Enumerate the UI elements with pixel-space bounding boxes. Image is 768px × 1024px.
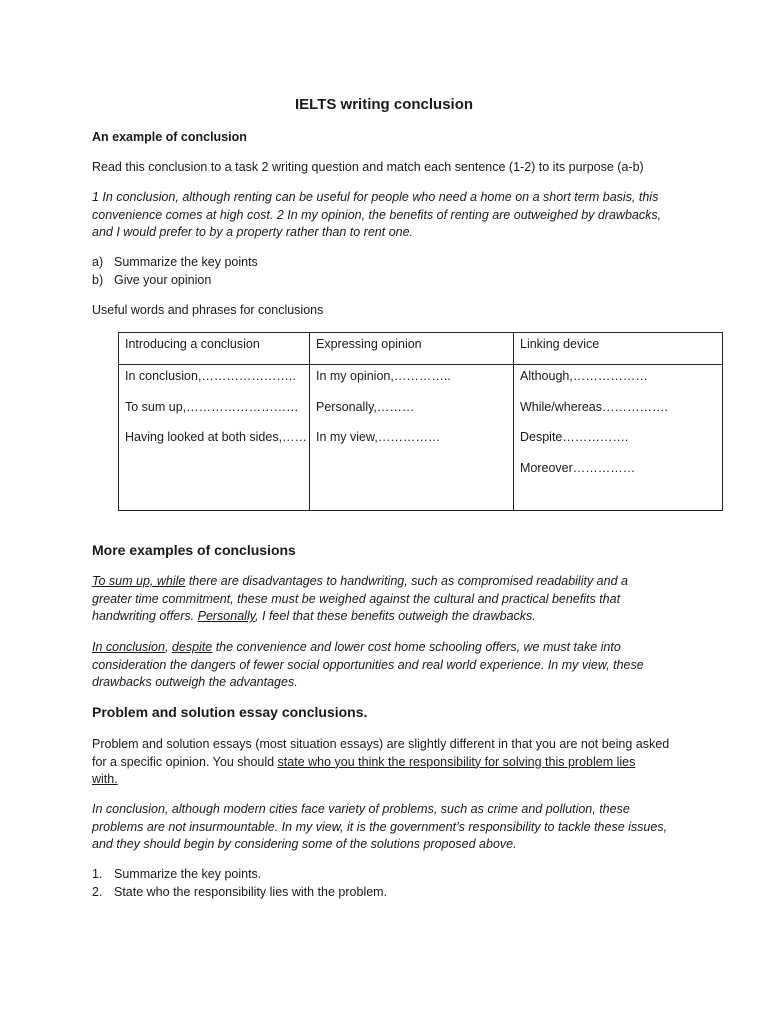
list-text: Summarize the key points (114, 255, 258, 269)
text-line: In conclusion, although modern cities face variety of problems, such as crime and pollution, these (92, 802, 630, 816)
list-text: Give your opinion (114, 273, 212, 287)
table-header-row (119, 333, 723, 365)
section-heading-problem-solution: Problem and solution essay conclusions. (92, 704, 368, 720)
example-line: 1 In conclusion, although renting can be useful for people who need a home on a short term basis, this (92, 190, 659, 204)
text-run: , I feel that these benefits outweigh the drawbacks. (255, 609, 536, 623)
purpose-list-item (92, 254, 258, 272)
text-line: problems are not insurmountable. In my view, it is the government’s responsibility to tackle these issues, (92, 819, 668, 834)
text-line: and they should begin by considering some of the solutions proposed above. (92, 837, 517, 851)
text-line: greater time commitment, these must be weighed against the cultural and practical benefits that (92, 591, 621, 606)
example-line: and I would prefer to by a property rather than to rent one. (92, 225, 414, 239)
text-line: drawbacks outweigh the advantages. (92, 675, 298, 689)
step-list-item (92, 884, 387, 902)
phrase: Moreover…………… (520, 460, 636, 475)
example-line: convenience comes at high cost. 2 In my opinion, the benefits of renting are outweighed by drawbacks, (92, 207, 662, 222)
phrase: Although,……………… (520, 369, 648, 383)
table-header-cell: Expressing opinion (310, 333, 514, 365)
underlined-phrase: with. (92, 772, 118, 786)
underlined-phrase: despite (171, 640, 213, 654)
phrase: To sum up,……………………… (125, 399, 299, 414)
phrase: In my opinion,………….. (316, 369, 451, 383)
list-marker: 1. (92, 867, 103, 881)
problem-solution-example (92, 801, 708, 854)
phrase: Personally,……… (316, 399, 415, 414)
phrase: In my view,…………… (316, 430, 441, 444)
underlined-phrase: In conclusion (92, 640, 165, 654)
text-line: consideration the dangers of fewer social opportunities and real world experience. In my view, these (92, 657, 644, 672)
underlined-phrase: To sum up, while (92, 574, 186, 588)
list-text: Summarize the key points. (114, 867, 262, 881)
text-line: Problem and solution essays (most situation essays) are slightly different in that you are not being asked (92, 737, 670, 751)
table-cell (119, 365, 310, 511)
section-heading-more-examples: More examples of conclusions (92, 542, 296, 558)
example-paragraph-1 (92, 573, 708, 626)
phrase: In conclusion,………………….. (125, 369, 296, 383)
underlined-phrase: Personally (197, 609, 256, 623)
phrases-table (118, 332, 723, 511)
problem-solution-intro (92, 736, 708, 789)
list-marker: 2. (92, 885, 103, 899)
list-text: State who the responsibility lies with the problem. (114, 885, 388, 899)
step-list-item (92, 866, 261, 884)
table-intro: Useful words and phrases for conclusions (92, 303, 324, 317)
example-paragraph-2 (92, 639, 708, 692)
page-title: IELTS writing conclusion (294, 96, 474, 113)
text-run: handwriting offers. (92, 609, 198, 623)
text-run: , (164, 640, 172, 654)
table-cell (514, 365, 723, 511)
list-marker: a) (92, 255, 104, 269)
underlined-phrase: state who you think the responsibility for solving this problem lies (277, 754, 636, 769)
text-run: for a specific opinion. You should (92, 754, 278, 769)
text-run: there are disadvantages to handwriting, such as compromised readability and a (185, 574, 628, 588)
text-run: the convenience and lower cost home schooling offers, we must take into (212, 640, 621, 654)
table-header-cell: Introducing a conclusion (119, 333, 310, 365)
table-cell (310, 365, 514, 511)
phrase: Despite……………. (520, 430, 629, 444)
phrase: While/whereas……………. (520, 399, 668, 414)
instruction-text: Read this conclusion to a task 2 writing question and match each sentence (1-2) to its purpose (a-b) (92, 160, 644, 174)
example-conclusion (92, 189, 708, 242)
table-row (119, 365, 723, 511)
section-heading-example: An example of conclusion (92, 130, 247, 144)
purpose-list-item (92, 272, 211, 290)
table-header-cell: Linking device (514, 333, 723, 365)
list-marker: b) (92, 273, 104, 287)
phrase: Having looked at both sides,…… (125, 430, 308, 444)
